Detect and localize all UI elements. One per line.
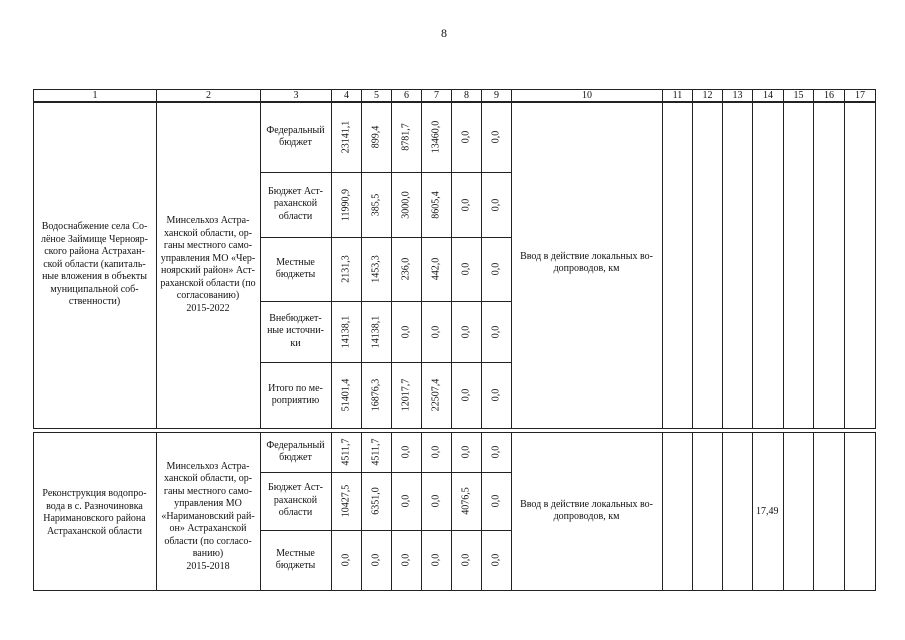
- indicator-value-cell-15: [783, 102, 814, 429]
- text-line: бюджеты: [275, 560, 316, 571]
- text-line: 2015-2022: [186, 302, 230, 314]
- value-col-9: 0,0: [490, 388, 502, 402]
- value-col-6: 236,0: [400, 257, 412, 281]
- text-line: «Наримановский рай-: [161, 510, 255, 522]
- value-col-5: 899,4: [370, 125, 382, 149]
- text-line: ской области (капиталь-: [43, 258, 146, 270]
- value-col-8: 0,0: [460, 388, 472, 402]
- measure-name: [34, 221, 155, 309]
- text-line: 2015-2018: [186, 560, 230, 572]
- header-cell-9: 9: [481, 89, 512, 102]
- indicator-value-cell-12: [692, 432, 723, 591]
- text-line: Федеральный: [266, 124, 325, 136]
- header-cell-7: 7: [421, 89, 452, 102]
- value-col-4: 23141,1: [340, 120, 352, 154]
- text-line: Минсельхоз Астра-: [166, 215, 250, 226]
- value-col-9: 0,0: [490, 262, 502, 276]
- value-col-4: 2131,3: [340, 255, 352, 283]
- header-cell-2: 2: [156, 89, 261, 102]
- text-line: вода в с. Разночиновка: [46, 500, 143, 512]
- text-line: ского района Астрахан-: [44, 246, 145, 257]
- value-col-6: 8781,7: [400, 123, 412, 151]
- value-col-4: 10427,5: [340, 484, 352, 518]
- header-cell-15: 15: [783, 89, 814, 102]
- text-line: ванию): [192, 548, 224, 559]
- text-line: Бюджет Аст-: [268, 185, 323, 197]
- text-line: муниципальной соб-: [50, 283, 139, 295]
- indicator-value-cell-17: [844, 432, 876, 591]
- header-cell-4: 4: [331, 89, 362, 102]
- value-col-5: 6351,0: [370, 487, 382, 515]
- header-cell-6: 6: [391, 89, 422, 102]
- value-col-6: 3000,0: [400, 190, 412, 219]
- executor: [157, 215, 259, 315]
- value-col-5: 16876,3: [370, 378, 382, 412]
- value-col-5: 4511,7: [370, 438, 382, 466]
- indicator-value-cell-11: [662, 102, 693, 429]
- value-col-5: 1453,3: [370, 255, 382, 283]
- text-line: области: [278, 210, 313, 222]
- value-col-9: 0,0: [490, 130, 502, 144]
- value-col-8: 0,0: [460, 553, 472, 567]
- text-line: Местные: [276, 547, 315, 559]
- value-col-8: 0,0: [460, 445, 472, 459]
- indicator-value-2018: 17,49: [756, 506, 779, 517]
- text-line: управления МО «Чер-: [160, 252, 256, 264]
- funding-source: [261, 186, 330, 224]
- text-line: ханской области, ор-: [163, 227, 253, 239]
- text-line: Итого по ме-: [268, 382, 323, 394]
- text-line: бюджеты: [275, 269, 316, 280]
- header-cell-3: 3: [260, 89, 332, 102]
- indicator-value-cell-14: [752, 102, 784, 429]
- header-cell-12: 12: [692, 89, 723, 102]
- text-line: ганы местного само-: [163, 485, 253, 497]
- value-col-8: 0,0: [460, 198, 472, 211]
- value-col-8: 0,0: [460, 130, 472, 144]
- text-line: ные источни-: [267, 325, 324, 336]
- indicator-value-cell-12: [692, 102, 723, 429]
- text-line: Бюджет Аст-: [268, 482, 323, 493]
- header-cell-11: 11: [662, 89, 693, 102]
- value-col-9: 0,0: [490, 553, 502, 567]
- header-cell-16: 16: [813, 89, 845, 102]
- value-col-6: 0,0: [400, 553, 412, 567]
- text-line: Реконструкция водопро-: [42, 488, 147, 499]
- value-col-8: 0,0: [460, 262, 472, 276]
- funding-source: [261, 383, 330, 408]
- text-line: бюджет: [279, 452, 312, 463]
- indicator-value-cell-16: [813, 102, 845, 429]
- text-line: Наримановского района: [43, 513, 146, 524]
- value-col-8: 0,0: [460, 325, 472, 338]
- value-col-9: 0,0: [490, 445, 502, 459]
- funding-source: [261, 482, 330, 520]
- value-col-5: 14138,1: [370, 315, 382, 348]
- value-col-9: 0,0: [490, 325, 502, 338]
- funding-source: [261, 125, 330, 150]
- indicator-value-cell-16: [813, 432, 845, 591]
- text-line: Местные: [276, 256, 315, 268]
- value-col-4: 11990,9: [340, 188, 352, 221]
- indicator-value-cell-13: [722, 432, 753, 591]
- header-cell-13: 13: [722, 89, 753, 102]
- text-line: ганы местного само-: [163, 240, 253, 251]
- value-col-7: 0,0: [430, 553, 442, 567]
- text-line: ханской области, ор-: [163, 473, 253, 484]
- value-col-7: 0,0: [430, 325, 442, 338]
- text-line: Федеральный: [266, 439, 325, 451]
- funding-source: [261, 548, 330, 573]
- text-line: допроводов, км: [553, 511, 620, 522]
- value-col-7: 22507,4: [430, 378, 442, 412]
- text-line: раханской области (по: [160, 277, 256, 289]
- header-cell-17: 17: [844, 89, 876, 102]
- value-col-7: 0,0: [430, 445, 442, 459]
- text-line: ноярский район» Аст-: [160, 265, 255, 276]
- value-col-6: 12017,7: [400, 378, 412, 412]
- value-col-9: 0,0: [490, 198, 502, 211]
- header-cell-5: 5: [361, 89, 392, 102]
- measure-name: [34, 488, 155, 538]
- indicator-value-cell-13: [722, 102, 753, 429]
- text-line: управления МО: [174, 498, 242, 509]
- funding-source: [261, 257, 330, 282]
- indicator: [512, 251, 661, 276]
- indicator-value-cell-17: [844, 102, 876, 429]
- text-line: Ввод в действие локальных во-: [520, 250, 653, 262]
- header-cell-14: 14: [752, 89, 784, 102]
- executor: [157, 461, 259, 574]
- text-line: Водоснабжение села Со-: [41, 221, 148, 232]
- funding-source: [261, 440, 330, 465]
- text-line: Внебюджет-: [269, 312, 322, 324]
- text-line: раханской: [273, 494, 318, 506]
- value-col-4: 51401,4: [340, 378, 352, 412]
- text-line: лёное Займище Чернояр-: [41, 233, 148, 245]
- text-line: ные вложения в объекты: [42, 271, 147, 282]
- value-col-7: 0,0: [430, 494, 442, 508]
- text-line: согласованию): [176, 290, 240, 301]
- text-line: области (по согласо-: [164, 535, 252, 547]
- indicator-value-cell-15: [783, 432, 814, 591]
- text-line: ки: [290, 337, 301, 349]
- text-line: допроводов, км: [553, 263, 620, 274]
- value-col-4: 0,0: [340, 553, 352, 567]
- header-cell-10: 10: [511, 89, 663, 102]
- text-line: области: [278, 507, 313, 518]
- indicator: [512, 499, 661, 524]
- text-line: роприятию: [271, 395, 320, 406]
- header-cell-8: 8: [451, 89, 482, 102]
- text-line: Астраханской области: [46, 525, 143, 537]
- text-line: Минсельхоз Астра-: [166, 460, 250, 472]
- funding-source: [261, 313, 330, 351]
- value-col-4: 14138,1: [340, 315, 352, 348]
- value-col-6: 0,0: [400, 494, 412, 508]
- value-col-6: 0,0: [400, 445, 412, 459]
- text-line: раханской: [273, 198, 318, 209]
- value-col-5: 0,0: [370, 553, 382, 567]
- value-col-4: 4511,7: [340, 438, 352, 466]
- value-col-6: 0,0: [400, 325, 412, 338]
- text-line: Ввод в действие локальных во-: [520, 498, 653, 510]
- indicator-value-cell-11: [662, 432, 693, 591]
- value-col-5: 385,5: [370, 193, 382, 216]
- page-number: 8: [441, 26, 447, 40]
- value-col-8: 4076,5: [460, 487, 472, 515]
- value-col-7: 8605,4: [430, 190, 442, 219]
- header-cell-1: 1: [33, 89, 157, 102]
- value-col-7: 442,0: [430, 257, 442, 281]
- text-line: он» Астраханской: [169, 523, 247, 534]
- value-col-7: 13460,0: [430, 120, 442, 154]
- value-col-9: 0,0: [490, 494, 502, 508]
- text-line: ственности): [68, 296, 121, 307]
- text-line: бюджет: [279, 137, 312, 148]
